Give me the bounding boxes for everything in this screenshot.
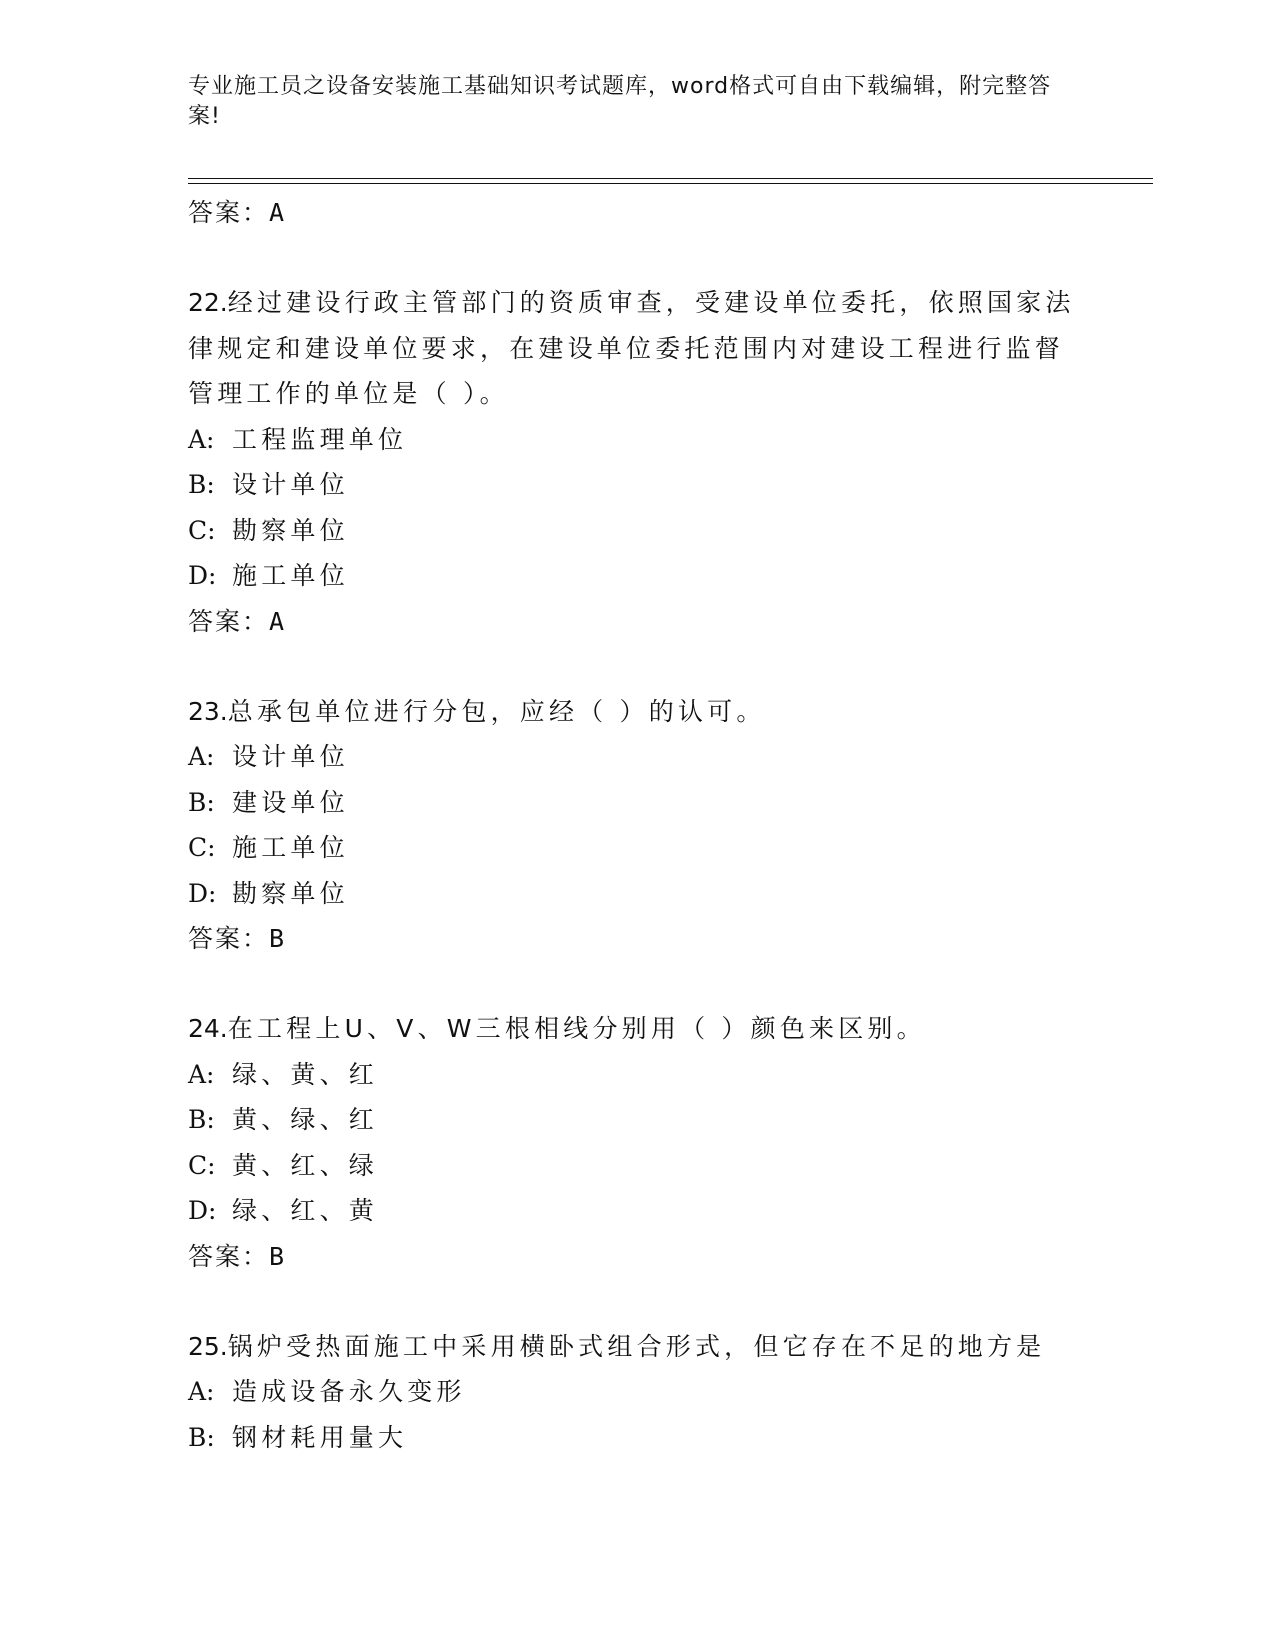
answer-line <box>188 190 1088 235</box>
option-item <box>188 1052 1088 1098</box>
option-item <box>188 1415 1088 1461</box>
option-text: 钢材耗用量大 <box>232 1422 408 1452</box>
answer-value: A <box>269 606 285 636</box>
question-number: 23. <box>188 696 228 726</box>
option-key: D: <box>188 561 217 590</box>
answer-label: 答案： <box>188 1241 270 1271</box>
question-text <box>188 689 1088 735</box>
answer-line <box>188 599 1088 644</box>
option-text: 黄、绿、红 <box>232 1105 379 1134</box>
question-body: 在工程上U、V、W三根相线分别用（ ）颜色来区别。 <box>227 1014 926 1043</box>
question-number: 22. <box>188 288 228 317</box>
question-text <box>188 1324 1088 1370</box>
answer-label: 答案： <box>188 606 270 636</box>
option-text: 勘察单位 <box>232 515 349 545</box>
option-text: 建设单位 <box>232 787 349 817</box>
question-list <box>188 190 1088 1460</box>
question-text <box>188 280 1088 417</box>
question-body: 锅炉受热面施工中采用横卧式组合形式，但它存在不足的地方是 <box>227 1331 1046 1361</box>
option-key: B: <box>188 1105 215 1134</box>
option-item <box>188 508 1088 554</box>
option-text: 工程监理单位 <box>232 424 408 454</box>
header-divider-bottom <box>188 183 1153 184</box>
question-block <box>188 1324 1088 1461</box>
question-block <box>188 280 1088 644</box>
option-key: D: <box>188 878 217 908</box>
option-item <box>188 871 1088 917</box>
option-key: B: <box>188 1422 215 1452</box>
answer-value: B <box>269 1241 285 1271</box>
option-key: A: <box>188 742 215 771</box>
option-item <box>188 417 1088 463</box>
answer-label: 答案： <box>188 924 270 953</box>
option-item <box>188 734 1088 780</box>
option-key: C: <box>188 515 216 545</box>
option-item <box>188 553 1088 599</box>
option-text: 绿、黄、红 <box>232 1059 379 1089</box>
option-key: C: <box>188 1150 216 1180</box>
option-text: 设计单位 <box>232 470 349 499</box>
option-key: A: <box>188 1377 215 1406</box>
option-item <box>188 1369 1088 1415</box>
option-item <box>188 780 1088 826</box>
question-body: 总承包单位进行分包，应经（ ）的认可。 <box>227 696 766 726</box>
question-number: 24. <box>188 1014 228 1043</box>
option-item <box>188 1097 1088 1143</box>
answer-line <box>188 1234 1088 1279</box>
option-item <box>188 1188 1088 1234</box>
option-text: 造成设备永久变形 <box>232 1377 466 1406</box>
option-text: 黄、红、绿 <box>232 1150 379 1180</box>
question-block <box>188 689 1088 962</box>
header-divider-top <box>188 178 1153 179</box>
option-item <box>188 1143 1088 1189</box>
header-text: 专业施工员之设备安装施工基础知识考试题库，word格式可自由下载编辑，附完整答案! <box>188 74 1052 129</box>
question-number: 25. <box>188 1331 228 1361</box>
option-text: 施工单位 <box>232 833 349 862</box>
question-block <box>188 1006 1088 1279</box>
answer-value: A <box>269 198 285 227</box>
option-key: A: <box>188 1059 215 1089</box>
option-key: A: <box>188 424 215 454</box>
option-text: 设计单位 <box>232 742 349 771</box>
option-key: B: <box>188 787 215 817</box>
answer-label: 答案： <box>188 198 270 227</box>
option-key: B: <box>188 470 215 499</box>
option-key: C: <box>188 833 216 862</box>
option-text: 绿、红、黄 <box>232 1196 379 1225</box>
option-text: 施工单位 <box>232 561 349 590</box>
question-body: 经过建设行政主管部门的资质审查，受建设单位委托，依照国家法律规定和建设单位要求，在建设单位委托范围内对建设工程进行监督管理工作的单位是（ ）。 <box>188 288 1075 408</box>
option-text: 勘察单位 <box>232 878 349 908</box>
option-item <box>188 462 1088 508</box>
question-text <box>188 1006 1088 1052</box>
option-key: D: <box>188 1196 217 1225</box>
answer-line <box>188 916 1088 961</box>
document-header <box>188 72 1068 132</box>
option-item <box>188 825 1088 871</box>
answer-value: B <box>269 924 285 953</box>
